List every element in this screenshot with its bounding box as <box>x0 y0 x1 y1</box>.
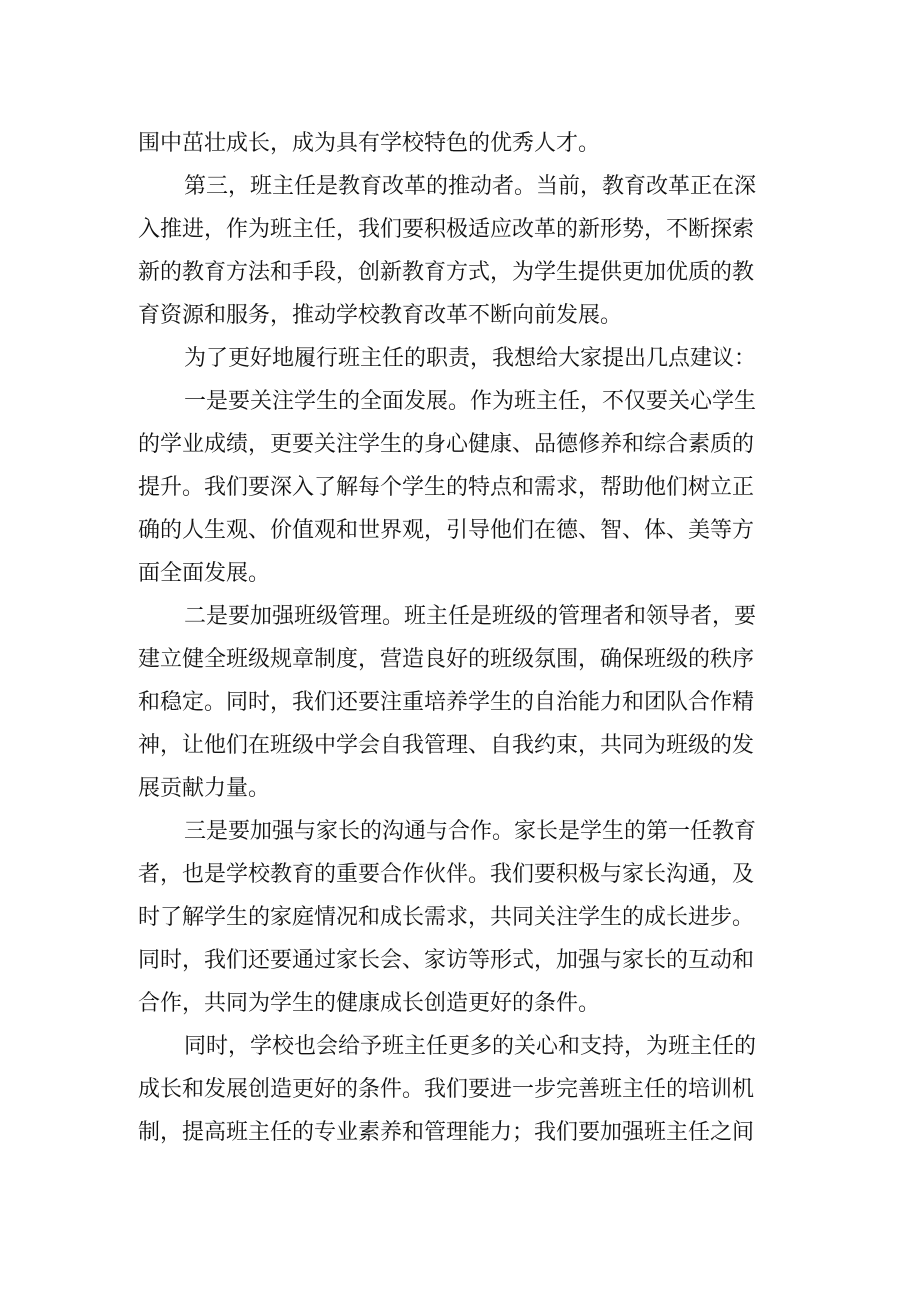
text-line: 建立健全班级规章制度，营造良好的班级氛围，确保班级的秩序 <box>138 647 755 672</box>
paragraph-start-line: 三是要加强与家长的沟通与合作。家长是学生的第一任教育 <box>184 819 757 844</box>
paragraph-start-line: 为了更好地履行班主任的职责，我想给大家提出几点建议： <box>184 346 757 371</box>
paragraph-start-line: 二是要加强班级管理。班主任是班级的管理者和领导者，要 <box>184 604 757 629</box>
text-line: 神，让他们在班级中学会自我管理、自我约束，共同为班级的发 <box>138 733 755 758</box>
text-line: 育资源和服务，推动学校教育改革不断向前发展。 <box>138 303 623 328</box>
text-line: 确的人生观、价值观和世界观，引导他们在德、智、体、美等方 <box>138 518 755 543</box>
text-line: 同时，我们还要通过家长会、家访等形式，加强与家长的互动和 <box>138 948 755 973</box>
text-line: 展贡献力量。 <box>138 776 271 801</box>
text-line: 合作，共同为学生的健康成长创造更好的条件。 <box>138 991 601 1016</box>
text-line: 入推进，作为班主任，我们要积极适应改革的新形势，不断探索 <box>138 217 755 242</box>
text-line: 面全面发展。 <box>138 561 271 586</box>
paragraph-start-line: 同时，学校也会给予班主任更多的关心和支持，为班主任的 <box>184 1034 757 1059</box>
text-line: 提升。我们要深入了解每个学生的特点和需求，帮助他们树立正 <box>138 475 755 500</box>
text-line: 新的教育方法和手段，创新教育方式，为学生提供更加优质的教 <box>138 260 755 285</box>
text-line: 制，提高班主任的专业素养和管理能力；我们要加强班主任之间 <box>138 1120 755 1145</box>
document-body <box>138 122 788 1154</box>
paragraph-start-line: 一是要关注学生的全面发展。作为班主任，不仅要关心学生 <box>184 389 757 414</box>
text-line: 者，也是学校教育的重要合作伙伴。我们要积极与家长沟通，及 <box>138 862 755 887</box>
text-line: 围中茁壮成长，成为具有学校特色的优秀人才。 <box>138 131 601 156</box>
text-line: 的学业成绩，更要关注学生的身心健康、品德修养和综合素质的 <box>138 432 755 457</box>
text-line: 时了解学生的家庭情况和成长需求，共同关注学生的成长进步。 <box>138 905 755 930</box>
text-line: 和稳定。同时，我们还要注重培养学生的自治能力和团队合作精 <box>138 690 755 715</box>
text-line: 成长和发展创造更好的条件。我们要进一步完善班主任的培训机 <box>138 1077 755 1102</box>
paragraph-start-line: 第三，班主任是教育改革的推动者。当前，教育改革正在深 <box>184 174 757 199</box>
